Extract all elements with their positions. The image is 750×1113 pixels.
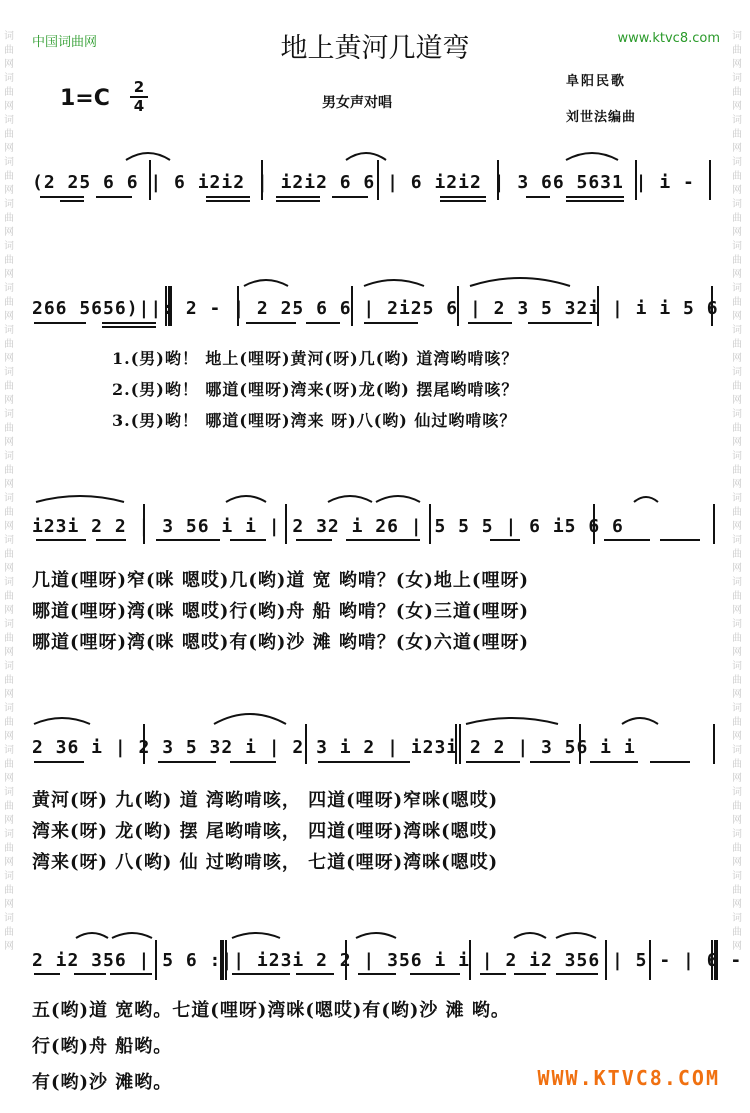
ties (34, 153, 658, 938)
score-line-3: i23i 2 2 | 3 56 i i | 2 32 i 26 | 5 5 5 | 6 i5 6 6 (32, 516, 624, 537)
score-line-4: 2 36 i | 2 3 5 32 i | 2 3 i 2 | i23i 2 2 | 3 56 i i (32, 737, 636, 758)
side-watermark-left: 词曲网词曲网词曲网词曲网词曲网词曲网词曲网词曲网词曲网词曲网词曲网词曲网词曲网词曲网词曲网词曲网词曲网词曲网词曲网词曲网词曲网词曲网 (4, 31, 14, 952)
key-signature: 1=C (60, 86, 110, 111)
side-watermark-right: 词曲网词曲网词曲网词曲网词曲网词曲网词曲网词曲网词曲网词曲网词曲网词曲网词曲网词曲网词曲网词曲网词曲网词曲网词曲网词曲网词曲网词曲网 (732, 31, 742, 952)
lyric-line: 几道(哩呀)窄(咪 嗯哎)几(哟)道 宽 哟啃？(女)地上(哩呀) (32, 570, 529, 591)
lyric-line: 黄河(呀) 九(哟) 道 湾哟啃咳， 四道(哩呀)窄咪(嗯哎) (32, 790, 499, 811)
lyric-line: 湾来(呀) 八(哟) 仙 过哟啃咳， 七道(哩呀)湾咪(嗯哎) (32, 852, 499, 873)
lyric-line: 3.(男)哟！ 哪道(哩呀)湾来 呀)八(哟) 仙过哟啃咳？ (112, 411, 517, 430)
lyric-line: 五(哟)道 宽哟。七道(哩呀)湾咪(嗯哎)有(哟)沙 滩 哟。 (32, 1000, 510, 1021)
song-origin: 阜阳民歌 (566, 74, 627, 89)
lyric-line: 2.(男)哟！ 哪道(哩呀)湾来(呀)龙(哟) 摆尾哟啃咳？ (112, 380, 519, 399)
song-title: 地上黄河几道弯 (280, 33, 470, 64)
score-line-1: (2 25 6 6 | 6 i2i2 | i2i2 6 6 | 6 i2i2 | 3 66 5631 | i - (32, 172, 695, 193)
site-name[interactable]: 中国词曲网 (32, 35, 98, 50)
score-line-5: 2 i2 356 | 5 6 :|| i23i 2 2 | 356 i i | 2 i2 356 | 5 - | 6 - (32, 950, 743, 971)
song-arranger: 刘世法编曲 (566, 110, 637, 125)
performance-type: 男女声对唱 (322, 95, 392, 111)
beams (34, 197, 700, 974)
lyric-line: 行(哟)舟 船哟。 (32, 1036, 173, 1057)
lyric-line: 哪道(哩呀)湾(咪 嗯哎)有(哟)沙 滩 哟啃？(女)六道(哩呀) (32, 632, 529, 653)
lyric-line: 哪道(哩呀)湾(咪 嗯哎)行(哟)舟 船 哟啃？(女)三道(哩呀) (32, 601, 529, 622)
score-line-2: 266 5656)||: 2 - | 2 25 6 6 | 2i25 6 | 2 3 5 32i | i i 5 6 (32, 298, 719, 319)
lyric-line: 1.(男)哟！ 地上(哩呀)黄河(呀)几(哟) 道湾哟啃咳？ (112, 349, 519, 368)
site-logo[interactable]: WWW.KTVC8.COM (537, 1066, 720, 1090)
lyric-line: 湾来(呀) 龙(哟) 摆 尾哟啃咳， 四道(哩呀)湾咪(嗯哎) (32, 821, 499, 842)
meter-bottom: 4 (133, 97, 145, 115)
meter-top: 2 (133, 78, 145, 96)
site-url[interactable]: www.ktvc8.com (617, 31, 720, 46)
lyric-line: 有(哟)沙 滩哟。 (32, 1072, 173, 1093)
barlines (144, 160, 716, 980)
